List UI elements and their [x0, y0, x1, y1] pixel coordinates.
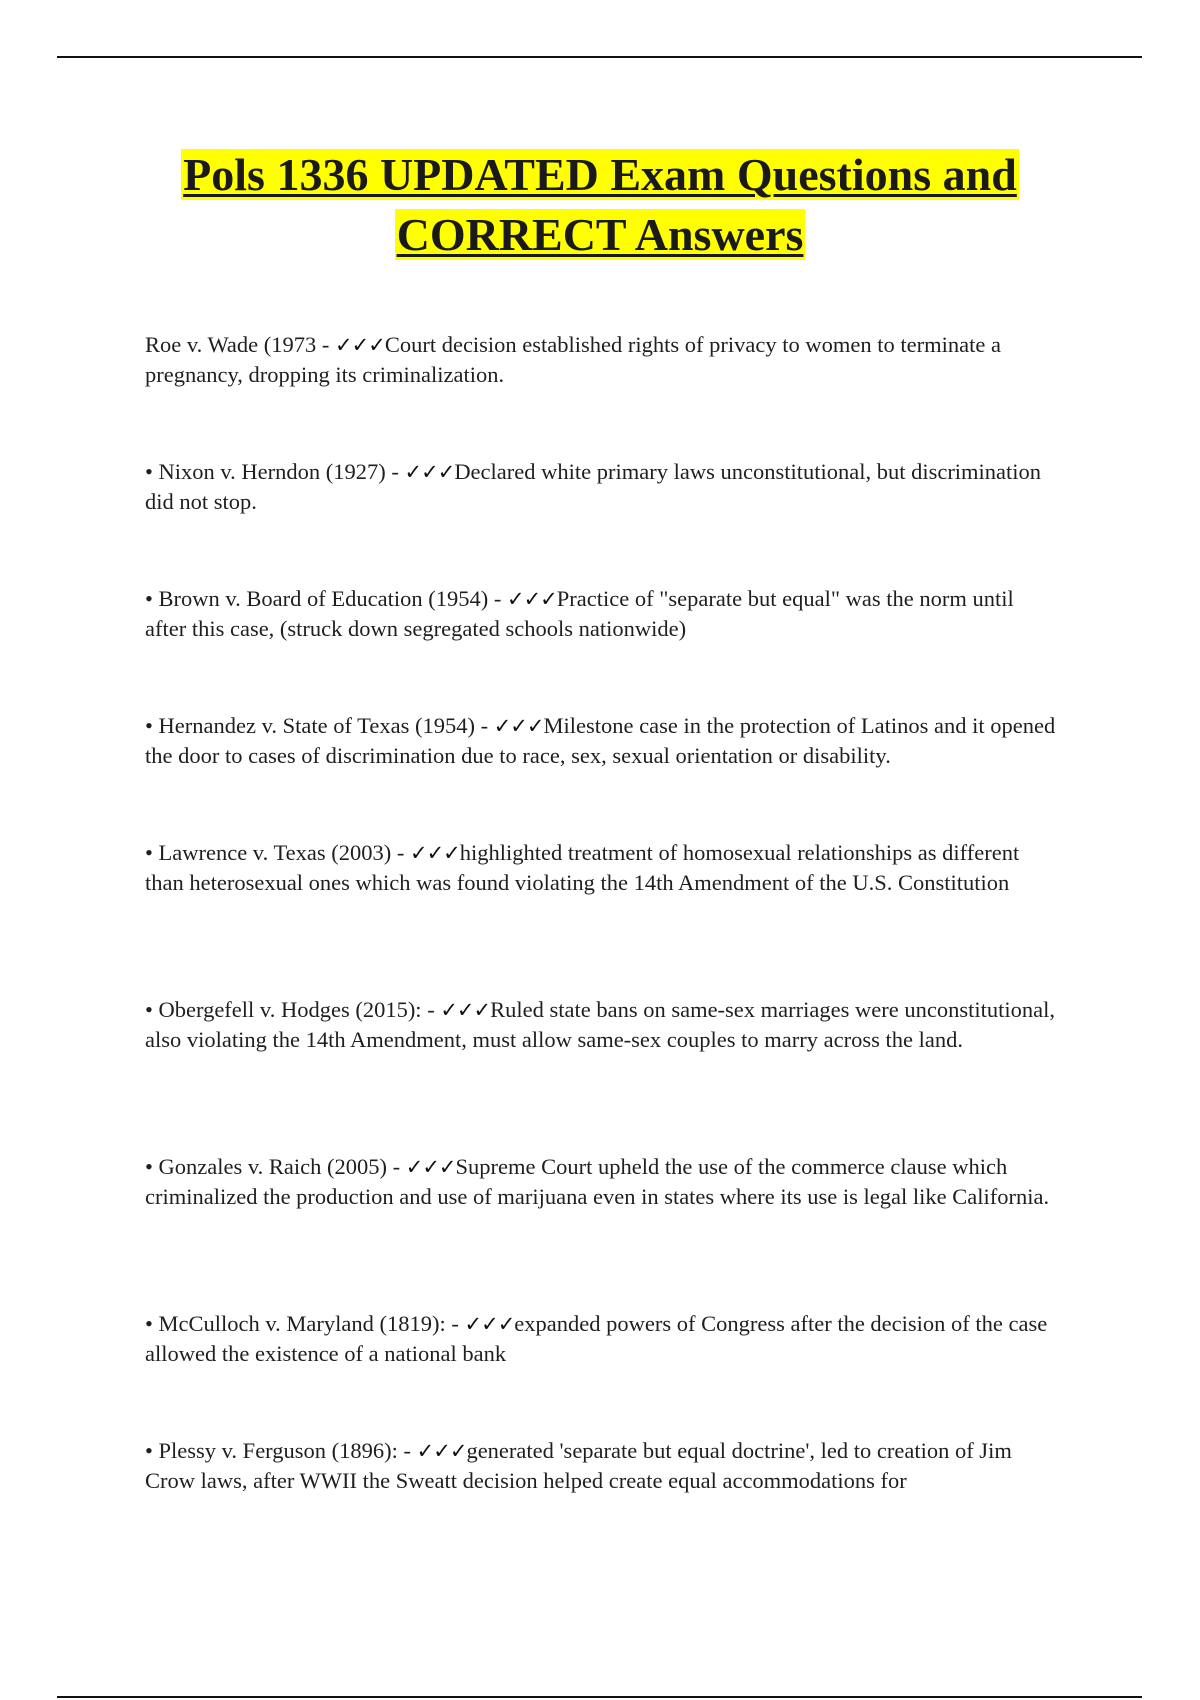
entry-answer: Supreme Court upheld the use of the commerce clause which criminalized the production and use of marijuana even in states where its use is legal like California.	[145, 1154, 1050, 1209]
entry-answer: Practice of "separate but equal" was the norm until after this case, (struck down segregated schools nationwide)	[145, 586, 1014, 641]
qa-entry	[145, 457, 1060, 517]
qa-entry	[145, 1152, 1060, 1212]
entry-answer: Court decision established rights of privacy to women to terminate a pregnancy, dropping its criminalization.	[145, 332, 1001, 387]
entry-term: • Obergefell v. Hodges (2015):	[145, 997, 422, 1022]
qa-entry	[145, 584, 1060, 644]
entry-answer: expanded powers of Congress after the decision of the case allowed the existence of a national bank	[145, 1311, 1048, 1366]
document-title	[100, 145, 1100, 265]
footer-rule	[57, 1696, 1142, 1698]
check-mark-icon: ✓✓✓	[404, 460, 455, 484]
entry-term: • Brown v. Board of Education (1954)	[145, 586, 489, 611]
entry-separator: -	[397, 1438, 417, 1463]
entry-answer: Ruled state bans on same-sex marriages were unconstitutional, also violating the 14th Amendment, must allow same-sex couples to marry across the land.	[145, 997, 1055, 1052]
qa-entry	[145, 711, 1060, 771]
entry-separator: -	[474, 713, 494, 738]
entry-answer: Milestone case in the protection of Latinos and it opened the door to cases of discrimination due to race, sex, sexual orientation or disability.	[145, 713, 1056, 768]
entry-term: Roe v. Wade (1973	[145, 332, 317, 357]
qa-entry	[145, 995, 1060, 1055]
entry-separator: -	[316, 332, 336, 357]
entry-term: • McCulloch v. Maryland (1819):	[145, 1311, 446, 1336]
entry-separator: -	[421, 997, 441, 1022]
check-mark-icon: ✓✓✓	[409, 841, 460, 865]
qa-entry	[145, 1309, 1060, 1369]
entry-separator: -	[445, 1311, 465, 1336]
title-line-1: Pols 1336 UPDATED Exam Questions and	[183, 149, 1017, 200]
entry-term: • Lawrence v. Texas (2003)	[145, 840, 392, 865]
entry-answer: highlighted treatment of homosexual relationships as different than heterosexual ones which was found violating the 14th Amendment of the U.S. Constitution	[145, 840, 1020, 895]
header-rule	[57, 56, 1142, 58]
check-mark-icon: ✓✓✓	[416, 1439, 467, 1463]
qa-entry	[145, 1436, 1060, 1496]
entry-term: • Gonzales v. Raich (2005)	[145, 1154, 387, 1179]
check-mark-icon: ✓✓✓	[440, 998, 491, 1022]
entry-separator: -	[488, 586, 507, 611]
check-mark-icon: ✓✓✓	[506, 587, 557, 611]
title-line-2: CORRECT Answers	[396, 209, 804, 260]
entry-term: • Plessy v. Ferguson (1896):	[145, 1438, 398, 1463]
entry-separator: -	[391, 840, 410, 865]
entry-term: • Hernandez v. State of Texas (1954)	[145, 713, 475, 738]
check-mark-icon: ✓✓✓	[335, 333, 385, 357]
qa-entry	[145, 838, 1060, 898]
entry-separator: -	[386, 1154, 406, 1179]
entry-answer: Declared white primary laws unconstitutional, but discrimination did not stop.	[145, 459, 1042, 514]
qa-entry	[145, 330, 1060, 390]
entry-answer: generated 'separate but equal doctrine', led to creation of Jim Crow laws, after WWII the Sweatt decision helped create equal accommodations for	[145, 1438, 1012, 1493]
check-mark-icon: ✓✓✓	[405, 1155, 456, 1179]
entry-term: • Nixon v. Herndon (1927)	[145, 459, 386, 484]
check-mark-icon: ✓✓✓	[464, 1312, 515, 1336]
entry-separator: -	[385, 459, 405, 484]
check-mark-icon: ✓✓✓	[493, 714, 544, 738]
